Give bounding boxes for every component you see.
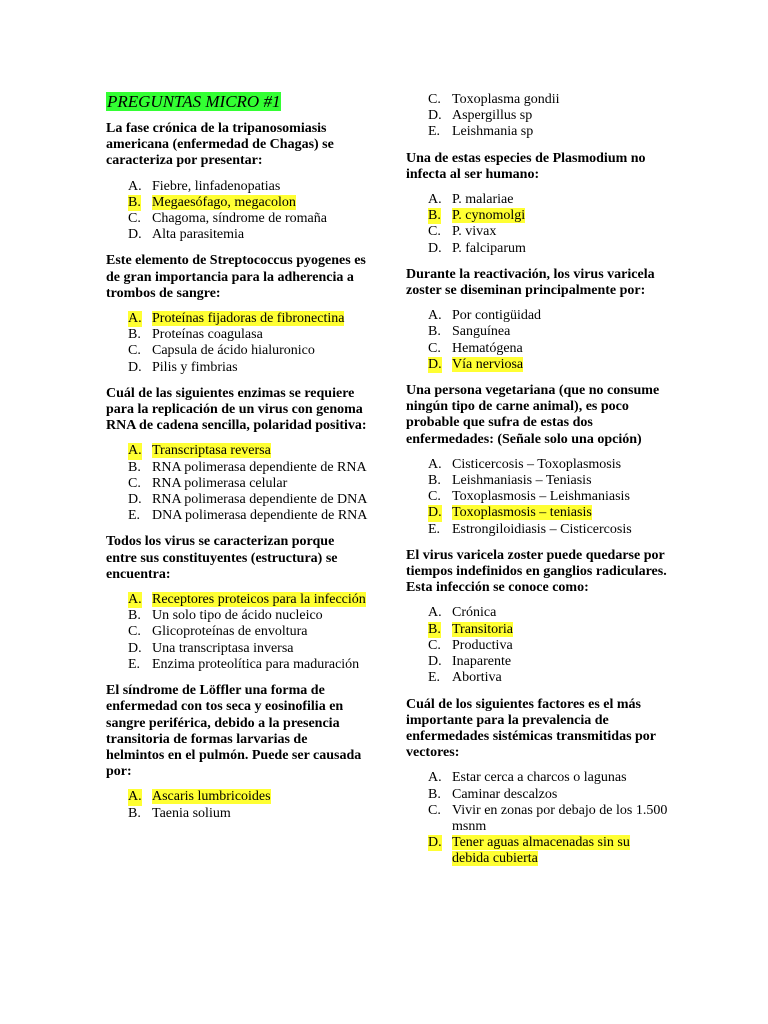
option-list	[406, 770, 668, 867]
question-block-9	[406, 548, 668, 687]
option-letter: B.	[128, 459, 141, 475]
option-item	[406, 124, 668, 140]
option-item	[406, 108, 668, 124]
option-text-highlighted: Vía nerviosa	[452, 356, 524, 372]
option-letter: B.	[128, 194, 141, 210]
option-item	[106, 476, 368, 492]
option-text: DNA polimerasa dependiente de RNA	[152, 508, 368, 524]
option-text: Proteínas coagulasa	[152, 327, 263, 343]
option-letter: A.	[428, 308, 442, 324]
option-text: P. vivax	[452, 224, 497, 240]
document-title: PREGUNTAS MICRO #1	[107, 92, 281, 111]
option-item	[106, 227, 368, 243]
option-item-answer	[406, 835, 668, 867]
option-item	[406, 638, 668, 654]
option-letter: C.	[128, 343, 141, 359]
option-item	[106, 327, 368, 343]
question-block-6	[406, 151, 668, 257]
option-item	[406, 605, 668, 621]
option-text: Enzima proteolítica para maduración	[152, 656, 360, 672]
question-block-4	[106, 534, 368, 673]
option-letter: B.	[428, 208, 441, 224]
option-text: Toxoplasmosis – Leishmaniasis	[452, 489, 630, 505]
option-item	[106, 806, 368, 822]
option-text: Hematógena	[452, 340, 523, 356]
option-text: Estrongiloidiasis – Cisticercosis	[452, 521, 632, 537]
option-list	[406, 192, 668, 257]
option-item	[406, 473, 668, 489]
option-text-highlighted: Ascaris lumbricoides	[152, 789, 271, 805]
option-text-highlighted: Transcriptasa reversa	[152, 443, 271, 459]
option-letter: B.	[428, 621, 441, 637]
option-list	[106, 311, 368, 376]
option-text: Alta parasitemia	[152, 227, 245, 243]
option-letter: C.	[128, 211, 141, 227]
question-block-2	[106, 253, 368, 375]
option-item	[406, 92, 668, 108]
option-letter: B.	[128, 327, 141, 343]
option-item	[406, 341, 668, 357]
option-item	[106, 508, 368, 524]
option-item	[106, 641, 368, 657]
option-letter: E.	[128, 508, 141, 524]
option-item	[406, 522, 668, 538]
option-item	[406, 770, 668, 786]
option-item	[106, 608, 368, 624]
option-letter: A.	[428, 605, 442, 621]
option-letter: C.	[428, 637, 441, 653]
option-item	[406, 489, 668, 505]
option-text: RNA polimerasa dependiente de DNA	[152, 492, 368, 508]
option-item	[106, 343, 368, 359]
option-text-highlighted: Megaesófago, megacolon	[152, 194, 296, 210]
option-text: Sanguínea	[452, 324, 511, 340]
question-block-10	[406, 697, 668, 868]
option-item-answer	[106, 443, 368, 459]
option-letter: E.	[428, 521, 441, 537]
option-item	[106, 460, 368, 476]
question-block-1	[106, 121, 368, 243]
option-text: Productiva	[452, 637, 513, 653]
option-item-answer	[106, 789, 368, 805]
option-letter: B.	[128, 608, 141, 624]
option-text: Inaparente	[452, 654, 512, 670]
option-text: Pilis y fimbrias	[152, 359, 238, 375]
option-text: Taenia solium	[152, 805, 231, 821]
question-text: El síndrome de Löffler una forma de enfermedad con tos seca y eosinofilia en sangre periférica, debido a la presencia transitoria de formas larvarias de helmintos en el pulmón. Puede ser causada por:	[106, 683, 362, 780]
option-letter: D.	[428, 505, 442, 521]
option-text: Leishmania sp	[452, 124, 534, 140]
option-letter: D.	[428, 108, 442, 124]
option-text: Abortiva	[452, 670, 502, 686]
option-item	[106, 492, 368, 508]
option-list	[406, 457, 668, 538]
option-item	[406, 324, 668, 340]
option-item	[406, 457, 668, 473]
option-letter: C.	[128, 624, 141, 640]
option-letter: A.	[428, 192, 442, 208]
option-text: RNA polimerasa dependiente de RNA	[152, 459, 367, 475]
option-text: Crónica	[452, 605, 497, 621]
option-item-answer	[106, 311, 368, 327]
option-text-highlighted: Transitoria	[452, 621, 513, 637]
option-letter: E.	[428, 124, 441, 140]
option-text: Capsula de ácido hialuronico	[152, 343, 315, 359]
option-item-answer	[406, 505, 668, 521]
option-item	[406, 803, 668, 835]
option-letter: A.	[128, 178, 142, 194]
option-text: Una transcriptasa inversa	[152, 640, 294, 656]
question-block-5	[106, 683, 368, 822]
option-letter: A.	[428, 456, 442, 472]
question-text: Durante la reactivación, los virus varicela zoster se diseminan principalmente por:	[406, 266, 655, 299]
option-letter: C.	[428, 802, 441, 818]
option-item	[406, 192, 668, 208]
option-text: Un solo tipo de ácido nucleico	[152, 608, 323, 624]
option-letter: B.	[428, 473, 441, 489]
option-list	[106, 789, 368, 821]
option-text: Caminar descalzos	[452, 786, 558, 802]
question-block-8	[406, 383, 668, 538]
question-text: Este elemento de Streptococcus pyogenes es de gran importancia para la adherencia a trombos de sangre:	[106, 253, 366, 301]
question-block-3	[106, 386, 368, 525]
option-letter: B.	[128, 805, 141, 821]
option-letter: D.	[128, 227, 142, 243]
option-letter: C.	[128, 475, 141, 491]
option-list	[106, 592, 368, 673]
question-block-7	[406, 267, 668, 373]
option-letter: E.	[128, 656, 141, 672]
option-text: P. falciparum	[452, 240, 526, 256]
option-letter: C.	[428, 340, 441, 356]
option-letter: D.	[128, 492, 142, 508]
option-text: Toxoplasma gondii	[452, 92, 560, 107]
option-text: Estar cerca a charcos o lagunas	[452, 770, 627, 786]
option-item	[106, 360, 368, 376]
option-letter: D.	[428, 835, 442, 851]
option-letter: D.	[428, 356, 442, 372]
option-letter: D.	[128, 640, 142, 656]
option-item	[406, 654, 668, 670]
option-text: Vivir en zonas por debajo de los 1.500 msnm	[452, 802, 668, 834]
option-letter: D.	[428, 654, 442, 670]
option-item-answer	[406, 622, 668, 638]
option-item-answer	[406, 208, 668, 224]
option-item-answer	[106, 195, 368, 211]
option-item	[406, 787, 668, 803]
option-text: Por contigüidad	[452, 308, 542, 324]
option-text: Leishmaniasis – Teniasis	[452, 473, 592, 489]
option-letter: C.	[428, 489, 441, 505]
option-letter: C.	[428, 224, 441, 240]
question-text: Cuál de los siguientes factores es el más importante para la prevalencia de enfermedades sistémicas transmitidas por vectores:	[406, 696, 656, 761]
option-letter: D.	[428, 240, 442, 256]
option-item	[406, 241, 668, 257]
option-letter: C.	[428, 92, 441, 107]
right-column	[406, 92, 668, 878]
option-list	[106, 179, 368, 244]
option-letter: B.	[428, 786, 441, 802]
option-item	[406, 670, 668, 686]
option-text: Fiebre, linfadenopatias	[152, 178, 281, 194]
option-text: Aspergillus sp	[452, 108, 533, 124]
option-item-answer	[106, 592, 368, 608]
left-column	[106, 92, 368, 832]
option-list	[406, 308, 668, 373]
option-letter: B.	[428, 324, 441, 340]
option-item	[406, 308, 668, 324]
option-list-continued	[406, 92, 668, 141]
option-item	[406, 224, 668, 240]
question-text: Una de estas especies de Plasmodium no infecta al ser humano:	[406, 150, 646, 182]
question-text: El virus varicela zoster puede quedarse por tiempos indefinidos en ganglios radiculares. Esta infección se conoce como:	[406, 547, 667, 596]
question-text: Cuál de las siguientes enzimas se requiere para la replicación de un virus con genoma RNA de cadena sencilla, polaridad positiva:	[106, 385, 367, 434]
option-text-highlighted: Receptores proteicos para la infección	[152, 592, 366, 608]
option-text-highlighted: Proteínas fijadoras de fibronectina	[152, 311, 345, 327]
option-item	[106, 179, 368, 195]
option-text: P. malariae	[452, 192, 514, 208]
option-letter: A.	[128, 443, 142, 459]
option-item-answer	[406, 357, 668, 373]
question-text: Una persona vegetariana (que no consume ningún tipo de carne animal), es poco probable que sufra de estas dos enfermedades: (Señale solo una opción)	[406, 383, 660, 447]
option-text: Chagoma, síndrome de romaña	[152, 211, 327, 227]
option-letter: A.	[128, 592, 142, 608]
option-letter: D.	[128, 359, 142, 375]
option-text: Glicoproteínas de envoltura	[152, 624, 308, 640]
option-letter: A.	[128, 789, 142, 805]
option-text-highlighted: Tener aguas almacenadas sin su debida cubierta	[452, 835, 630, 867]
option-letter: A.	[428, 770, 442, 786]
option-list	[106, 443, 368, 524]
option-letter: E.	[428, 670, 441, 686]
option-text-highlighted: Toxoplasmosis – teniasis	[452, 505, 592, 521]
option-text-highlighted: P. cynomolgi	[452, 208, 526, 224]
question-text: Todos los virus se caracterizan porque entre sus constituyentes (estructura) se encuentra:	[106, 534, 338, 582]
option-item	[106, 657, 368, 673]
option-text: RNA polimerasa celular	[152, 475, 288, 491]
option-list	[406, 605, 668, 686]
option-item	[106, 211, 368, 227]
question-text: La fase crónica de la tripanosomiasis americana (enfermedad de Chagas) se caracteriza por presentar:	[106, 121, 334, 169]
option-text: Cisticercosis – Toxoplasmosis	[452, 456, 622, 472]
option-letter: A.	[128, 311, 142, 327]
option-item	[106, 624, 368, 640]
